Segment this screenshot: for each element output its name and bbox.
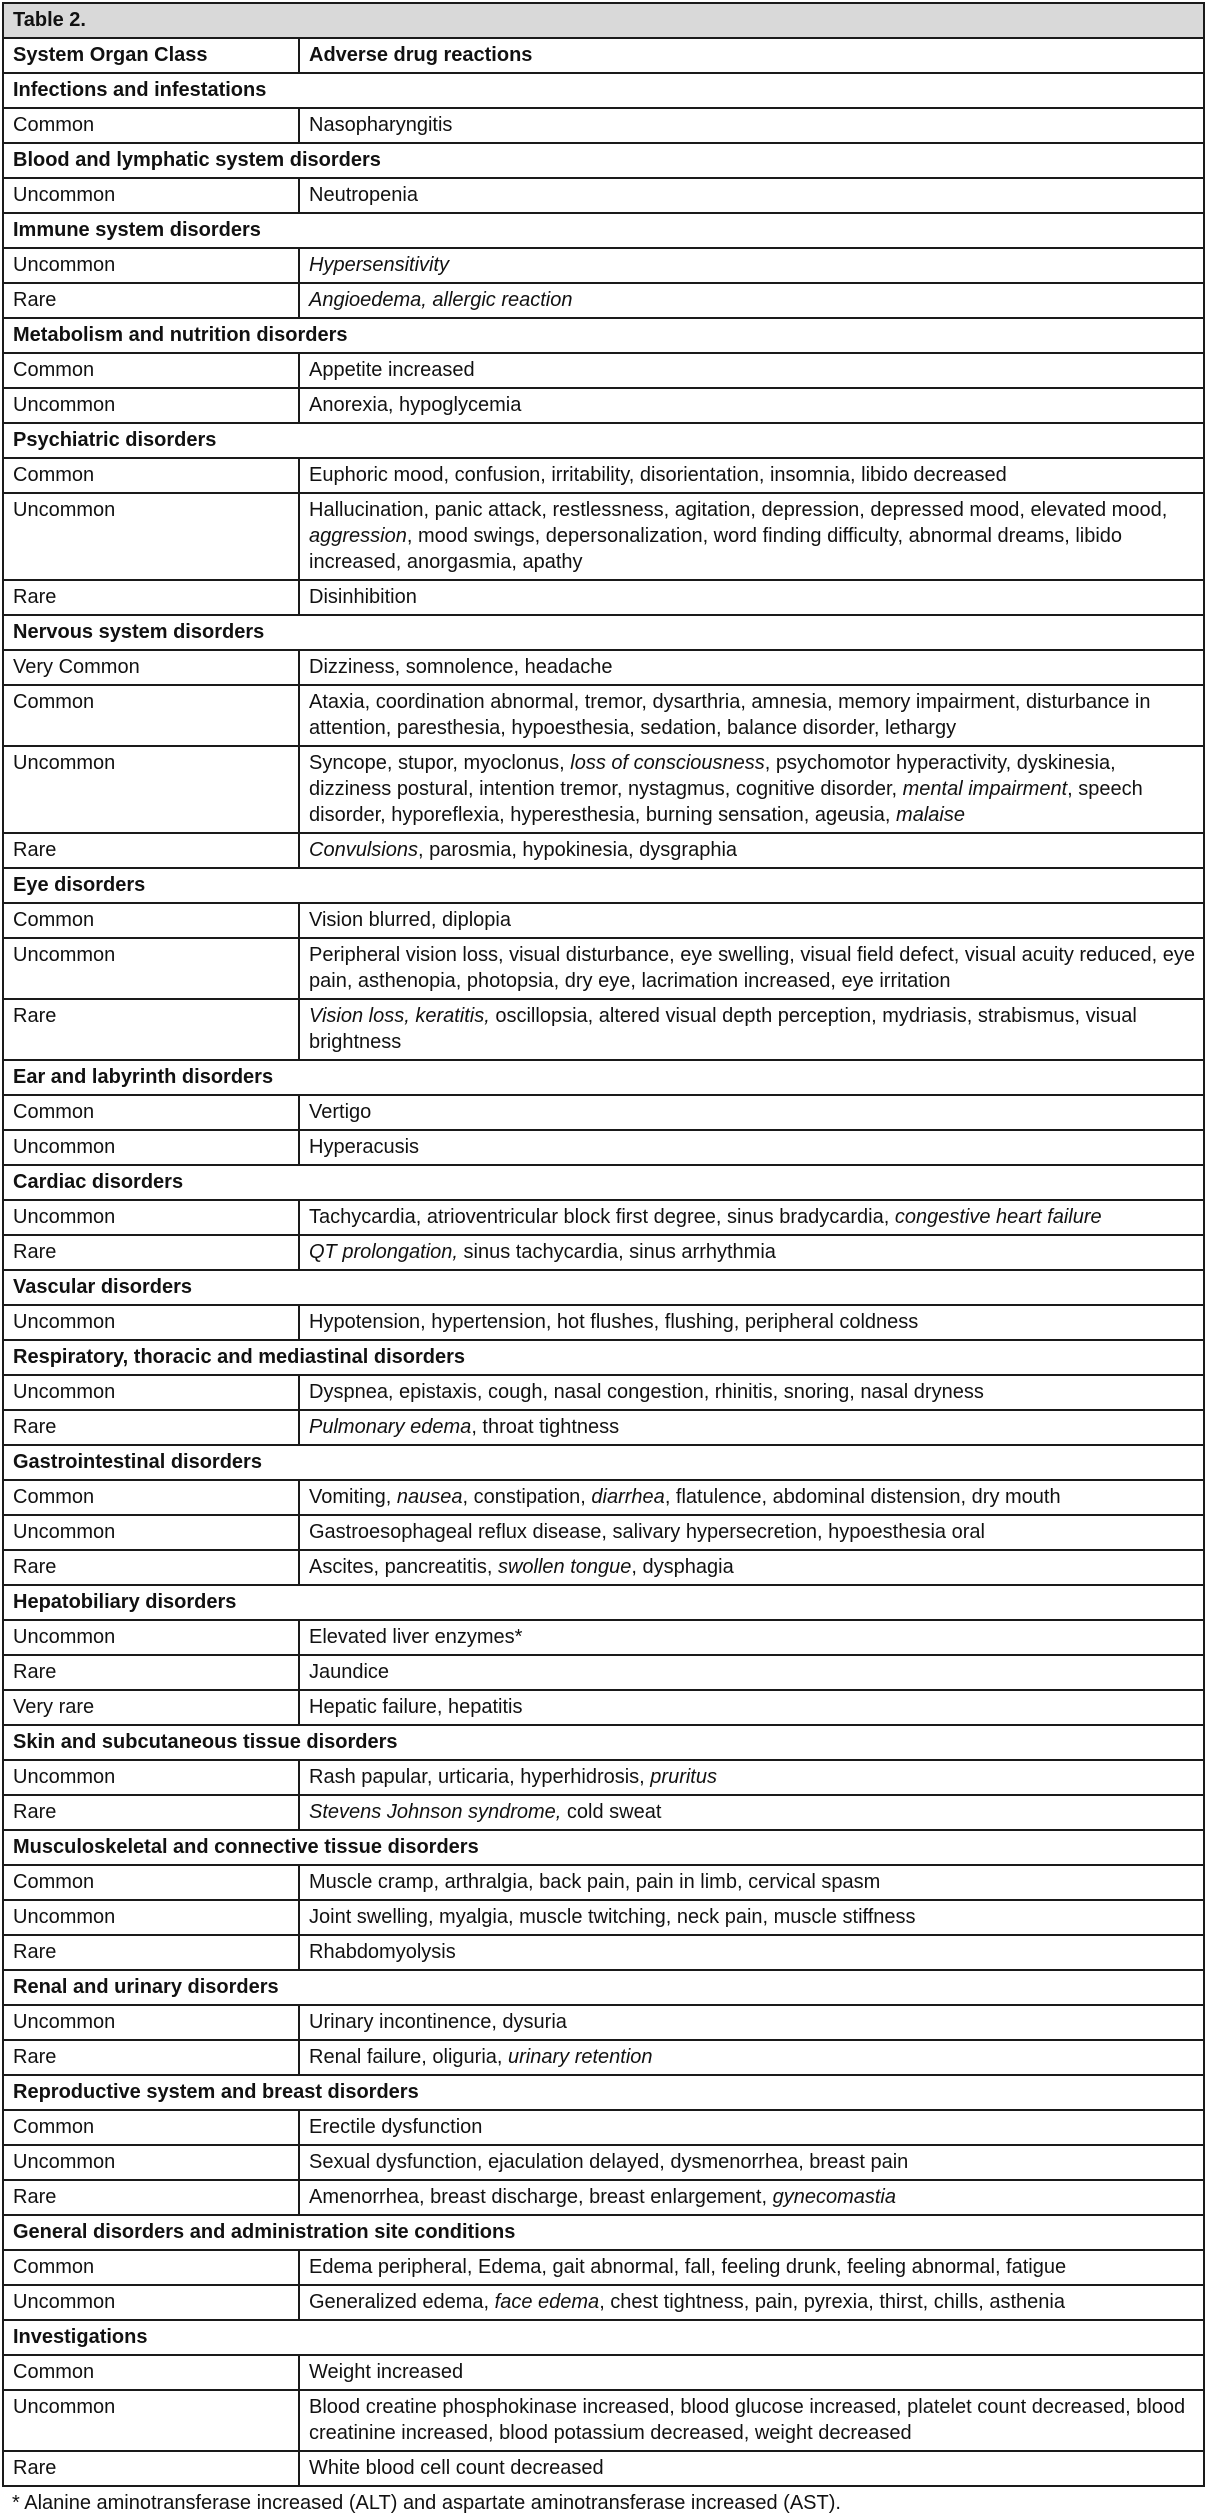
frequency-cell: Uncommon — [3, 248, 299, 283]
frequency-cell: Uncommon — [3, 2390, 299, 2451]
section-header-row — [3, 318, 1204, 353]
section-header-row — [3, 1340, 1204, 1375]
reactions-cell — [299, 1900, 1204, 1935]
table-row — [3, 1620, 1204, 1655]
table-row — [3, 248, 1204, 283]
section-header-row — [3, 1830, 1204, 1865]
reaction-text: Nasopharyngitis — [309, 114, 453, 136]
section-header-row — [3, 1165, 1204, 1200]
reaction-text: loss of consciousness — [570, 752, 765, 774]
section-title: Nervous system disorders — [3, 615, 1204, 650]
reaction-text: mental impairment — [902, 778, 1068, 800]
reactions-cell — [299, 999, 1204, 1060]
reaction-text: Vertigo — [309, 1101, 372, 1123]
section-title: Vascular disorders — [3, 1270, 1204, 1305]
table-row — [3, 685, 1204, 746]
section-title: Cardiac disorders — [3, 1165, 1204, 1200]
table-row — [3, 999, 1204, 1060]
reactions-cell — [299, 2005, 1204, 2040]
reactions-cell — [299, 1620, 1204, 1655]
frequency-cell: Rare — [3, 1550, 299, 1585]
table-row — [3, 1550, 1204, 1585]
section-header-row — [3, 2320, 1204, 2355]
frequency-cell: Uncommon — [3, 2285, 299, 2320]
table-row — [3, 2040, 1204, 2075]
reactions-cell — [299, 833, 1204, 868]
reaction-text: gynecomastia — [772, 2186, 896, 2208]
reaction-text: Euphoric mood, confusion, irritability, disorientation, insomnia, libido decreased — [309, 464, 1007, 486]
reaction-text: Hyperacusis — [309, 1136, 420, 1158]
section-header-row — [3, 1970, 1204, 2005]
section-header-row — [3, 1445, 1204, 1480]
table-row — [3, 903, 1204, 938]
reactions-cell — [299, 178, 1204, 213]
frequency-cell: Uncommon — [3, 1375, 299, 1410]
table-row — [3, 2355, 1204, 2390]
frequency-cell: Uncommon — [3, 1900, 299, 1935]
reactions-cell — [299, 1235, 1204, 1270]
section-title: Metabolism and nutrition disorders — [3, 318, 1204, 353]
table-row — [3, 2005, 1204, 2040]
frequency-cell: Very Common — [3, 650, 299, 685]
table-row — [3, 833, 1204, 868]
table-row — [3, 2390, 1204, 2451]
reaction-text: face edema — [494, 2291, 600, 2313]
reaction-text: Ascites, pancreatitis, — [309, 1556, 498, 1578]
frequency-cell: Rare — [3, 1795, 299, 1830]
reactions-cell — [299, 1760, 1204, 1795]
reaction-text: oscillopsia, altered visual depth perception, mydriasis, strabismus, visual brightness — [309, 1005, 1137, 1053]
reaction-text: Tachycardia, atrioventricular block first degree, sinus bradycardia, — [309, 1206, 895, 1228]
reaction-text: Sexual dysfunction, ejaculation delayed, dysmenorrhea, breast pain — [309, 2151, 909, 2173]
table-row — [3, 1865, 1204, 1900]
table-row — [3, 580, 1204, 615]
reactions-cell — [299, 493, 1204, 580]
table-row — [3, 650, 1204, 685]
table-row — [3, 388, 1204, 423]
reaction-text: malaise — [896, 804, 965, 826]
reaction-text: Convulsions — [309, 839, 418, 861]
table-row — [3, 1130, 1204, 1165]
reaction-text: cold sweat — [561, 1801, 662, 1823]
frequency-cell: Uncommon — [3, 938, 299, 999]
frequency-cell: Rare — [3, 1235, 299, 1270]
frequency-cell: Rare — [3, 1935, 299, 1970]
reaction-text: , flatulence, abdominal distension, dry mouth — [664, 1486, 1061, 1508]
reaction-text: Pulmonary edema — [309, 1416, 472, 1438]
reaction-text: urinary retention — [508, 2046, 653, 2068]
table-row — [3, 2250, 1204, 2285]
section-header-row — [3, 615, 1204, 650]
reaction-text: Dyspnea, epistaxis, cough, nasal congestion, rhinitis, snoring, nasal dryness — [309, 1381, 984, 1403]
reaction-text: Generalized edema, — [309, 2291, 495, 2313]
frequency-cell: Common — [3, 903, 299, 938]
section-title: Ear and labyrinth disorders — [3, 1060, 1204, 1095]
reactions-cell — [299, 1200, 1204, 1235]
reaction-text: Ataxia, coordination abnormal, tremor, dysarthria, amnesia, memory impairment, disturbance in attention, paresthesia, hypoesthesia, sedation, balance disorder, lethargy — [309, 691, 1151, 739]
reaction-text: Hypotension, hypertension, hot flushes, flushing, peripheral coldness — [309, 1311, 919, 1333]
reactions-cell — [299, 938, 1204, 999]
table-row — [3, 1935, 1204, 1970]
reactions-cell — [299, 1480, 1204, 1515]
reaction-text: , psychomotor hyperactivity, dyskinesia, dizziness postural, intention tremor, nystagmus, cognitive disorder, — [309, 752, 1116, 800]
frequency-cell: Rare — [3, 2180, 299, 2215]
reaction-text: Weight increased — [309, 2361, 464, 2383]
frequency-cell: Uncommon — [3, 2005, 299, 2040]
table-row — [3, 1760, 1204, 1795]
section-title: Gastrointestinal disorders — [3, 1445, 1204, 1480]
reaction-text: Hallucination, panic attack, restlessness, agitation, depression, depressed mood, elevated mood, — [309, 499, 1168, 521]
reactions-cell — [299, 353, 1204, 388]
reactions-cell — [299, 2110, 1204, 2145]
frequency-cell: Uncommon — [3, 1515, 299, 1550]
table-row — [3, 1795, 1204, 1830]
reactions-cell — [299, 2285, 1204, 2320]
section-header-row — [3, 143, 1204, 178]
section-title: Immune system disorders — [3, 213, 1204, 248]
table-caption: Table 2. — [3, 3, 1204, 38]
reactions-cell — [299, 108, 1204, 143]
reactions-cell — [299, 248, 1204, 283]
reaction-text: Syncope, stupor, myoclonus, — [309, 752, 571, 774]
reactions-cell — [299, 1095, 1204, 1130]
frequency-cell: Uncommon — [3, 1620, 299, 1655]
frequency-cell: Uncommon — [3, 388, 299, 423]
reaction-text: Urinary incontinence, dysuria — [309, 2011, 567, 2033]
reaction-text: Blood creatine phosphokinase increased, blood glucose increased, platelet count decreased, blood creatinine increased, blood potassium decreased, weight decreased — [309, 2396, 1186, 2444]
section-title: Infections and infestations — [3, 73, 1204, 108]
section-title: Investigations — [3, 2320, 1204, 2355]
frequency-cell: Common — [3, 685, 299, 746]
section-title: Blood and lymphatic system disorders — [3, 143, 1204, 178]
table-row — [3, 2451, 1204, 2486]
reactions-cell — [299, 746, 1204, 833]
reaction-text: QT prolongation, — [309, 1241, 458, 1263]
table-row — [3, 1655, 1204, 1690]
table-row — [3, 1900, 1204, 1935]
reaction-text: Angioedema, allergic reaction — [309, 289, 573, 311]
reaction-text: , dysphagia — [631, 1556, 734, 1578]
frequency-cell: Common — [3, 108, 299, 143]
reactions-cell — [299, 580, 1204, 615]
reaction-text: Neutropenia — [309, 184, 418, 206]
reaction-text: , mood swings, depersonalization, word finding difficulty, abnormal dreams, libido increased, anorgasmia, apathy — [309, 525, 1123, 573]
reaction-text: Rash papular, urticaria, hyperhidrosis, — [309, 1766, 651, 1788]
section-header-row — [3, 1060, 1204, 1095]
reaction-text: Peripheral vision loss, visual disturbance, eye swelling, visual field defect, visual acuity reduced, eye pain, asthenopia, photopsia, dry eye, lacrimation increased, eye irritation — [309, 944, 1196, 992]
reaction-text: Vision loss, keratitis, — [309, 1005, 490, 1027]
adverse-reactions-table — [2, 2, 1205, 2487]
frequency-cell: Common — [3, 458, 299, 493]
frequency-cell: Uncommon — [3, 1200, 299, 1235]
table-row — [3, 2110, 1204, 2145]
reactions-cell — [299, 1935, 1204, 1970]
frequency-cell: Very rare — [3, 1690, 299, 1725]
section-title: Musculoskeletal and connective tissue disorders — [3, 1830, 1204, 1865]
section-header-row — [3, 1585, 1204, 1620]
table-row — [3, 2180, 1204, 2215]
reaction-text: aggression — [309, 525, 407, 547]
table-row — [3, 1200, 1204, 1235]
table-body — [3, 3, 1204, 2486]
table-header-row — [3, 38, 1204, 73]
section-title: Hepatobiliary disorders — [3, 1585, 1204, 1620]
table-row — [3, 1235, 1204, 1270]
table-row — [3, 1305, 1204, 1340]
section-title: Eye disorders — [3, 868, 1204, 903]
table-row — [3, 353, 1204, 388]
reaction-text: Dizziness, somnolence, headache — [309, 656, 613, 678]
frequency-cell: Rare — [3, 2040, 299, 2075]
frequency-cell: Uncommon — [3, 746, 299, 833]
section-header-row — [3, 73, 1204, 108]
table-row — [3, 1515, 1204, 1550]
reaction-text: Appetite increased — [309, 359, 475, 381]
frequency-cell: Rare — [3, 580, 299, 615]
reactions-cell — [299, 2250, 1204, 2285]
reaction-text: diarrhea — [591, 1486, 665, 1508]
frequency-cell: Common — [3, 2250, 299, 2285]
reactions-cell — [299, 2390, 1204, 2451]
reactions-cell — [299, 1130, 1204, 1165]
reaction-text: Stevens Johnson syndrome, — [309, 1801, 562, 1823]
frequency-cell: Rare — [3, 1410, 299, 1445]
section-header-row — [3, 868, 1204, 903]
table-row — [3, 1375, 1204, 1410]
reactions-cell — [299, 388, 1204, 423]
reaction-text: Muscle cramp, arthralgia, back pain, pain in limb, cervical spasm — [309, 1871, 881, 1893]
section-title: General disorders and administration site conditions — [3, 2215, 1204, 2250]
reactions-cell — [299, 650, 1204, 685]
reactions-cell — [299, 1865, 1204, 1900]
reaction-text: Hypersensitivity — [309, 254, 450, 276]
frequency-cell: Uncommon — [3, 1130, 299, 1165]
section-title: Psychiatric disorders — [3, 423, 1204, 458]
frequency-cell: Common — [3, 1095, 299, 1130]
frequency-cell: Uncommon — [3, 493, 299, 580]
table-row — [3, 2285, 1204, 2320]
reactions-cell — [299, 2040, 1204, 2075]
reaction-text: Hepatic failure, hepatitis — [309, 1696, 523, 1718]
section-header-row — [3, 423, 1204, 458]
table-row — [3, 1095, 1204, 1130]
table-row — [3, 938, 1204, 999]
table-row — [3, 283, 1204, 318]
frequency-cell: Uncommon — [3, 178, 299, 213]
reaction-text: Anorexia, hypoglycemia — [309, 394, 522, 416]
header-system-organ-class: System Organ Class — [3, 38, 299, 73]
reaction-text: , chest tightness, pain, pyrexia, thirst, chills, asthenia — [599, 2291, 1065, 2313]
reaction-text: , speech disorder, hyporeflexia, hyperesthesia, burning sensation, ageusia, — [309, 778, 1143, 826]
section-title: Skin and subcutaneous tissue disorders — [3, 1725, 1204, 1760]
reactions-cell — [299, 1690, 1204, 1725]
reactions-cell — [299, 2355, 1204, 2390]
reaction-text: Erectile dysfunction — [309, 2116, 483, 2138]
reactions-cell — [299, 283, 1204, 318]
table-row — [3, 458, 1204, 493]
frequency-cell: Common — [3, 2355, 299, 2390]
reaction-text: Vomiting, — [309, 1486, 397, 1508]
reactions-cell — [299, 685, 1204, 746]
reaction-text: Renal failure, oliguria, — [309, 2046, 508, 2068]
table-row — [3, 178, 1204, 213]
reaction-text: White blood cell count decreased — [309, 2457, 604, 2479]
frequency-cell: Rare — [3, 1655, 299, 1690]
table-footnote: * Alanine aminotransferase increased (ALT) and aspartate aminotransferase increased (AST). — [12, 2492, 841, 2514]
reaction-text: Edema peripheral, Edema, gait abnormal, fall, feeling drunk, feeling abnormal, fatigue — [309, 2256, 1067, 2278]
frequency-cell: Rare — [3, 833, 299, 868]
table-row — [3, 493, 1204, 580]
reactions-cell — [299, 1375, 1204, 1410]
section-title: Respiratory, thoracic and mediastinal disorders — [3, 1340, 1204, 1375]
frequency-cell: Uncommon — [3, 1305, 299, 1340]
reactions-cell — [299, 1410, 1204, 1445]
section-title: Renal and urinary disorders — [3, 1970, 1204, 2005]
reaction-text: Rhabdomyolysis — [309, 1941, 456, 1963]
frequency-cell: Uncommon — [3, 1760, 299, 1795]
section-header-row — [3, 1270, 1204, 1305]
reactions-cell — [299, 1795, 1204, 1830]
reaction-text: congestive heart failure — [894, 1206, 1102, 1228]
table-row — [3, 1480, 1204, 1515]
table-row — [3, 746, 1204, 833]
frequency-cell: Common — [3, 1480, 299, 1515]
reaction-text: swollen tongue — [497, 1556, 632, 1578]
reaction-text: , parosmia, hypokinesia, dysgraphia — [417, 839, 738, 861]
section-header-row — [3, 2215, 1204, 2250]
frequency-cell: Common — [3, 2110, 299, 2145]
reactions-cell — [299, 458, 1204, 493]
frequency-cell: Common — [3, 1865, 299, 1900]
reaction-text: Amenorrhea, breast discharge, breast enlargement, — [309, 2186, 773, 2208]
reaction-text: sinus tachycardia, sinus arrhythmia — [457, 1241, 776, 1263]
table-row — [3, 108, 1204, 143]
reaction-text: Vision blurred, diplopia — [309, 909, 511, 931]
reactions-cell — [299, 1550, 1204, 1585]
reactions-cell — [299, 903, 1204, 938]
frequency-cell: Rare — [3, 999, 299, 1060]
reactions-cell — [299, 1305, 1204, 1340]
reaction-text: pruritus — [650, 1766, 717, 1788]
reactions-cell — [299, 2180, 1204, 2215]
section-header-row — [3, 2075, 1204, 2110]
reaction-text: , constipation, — [462, 1486, 592, 1508]
section-title: Reproductive system and breast disorders — [3, 2075, 1204, 2110]
reaction-text: Elevated liver enzymes* — [309, 1626, 523, 1648]
table-row — [3, 2145, 1204, 2180]
table-row — [3, 1410, 1204, 1445]
reaction-text: Disinhibition — [309, 586, 417, 608]
frequency-cell: Uncommon — [3, 2145, 299, 2180]
reactions-cell — [299, 1515, 1204, 1550]
frequency-cell: Rare — [3, 2451, 299, 2486]
table-caption-row — [3, 3, 1204, 38]
reaction-text: Joint swelling, myalgia, muscle twitching, neck pain, muscle stiffness — [309, 1906, 916, 1928]
section-header-row — [3, 213, 1204, 248]
section-header-row — [3, 1725, 1204, 1760]
reaction-text: , throat tightness — [471, 1416, 620, 1438]
frequency-cell: Rare — [3, 283, 299, 318]
reactions-cell — [299, 1655, 1204, 1690]
reaction-text: Gastroesophageal reflux disease, salivary hypersecretion, hypoesthesia oral — [309, 1521, 985, 1543]
reaction-text: nausea — [396, 1486, 463, 1508]
table-row — [3, 1690, 1204, 1725]
reactions-cell — [299, 2145, 1204, 2180]
frequency-cell: Common — [3, 353, 299, 388]
reaction-text: Jaundice — [309, 1661, 390, 1683]
reactions-cell — [299, 2451, 1204, 2486]
adverse-reactions-table-container — [2, 2, 1203, 2516]
header-adverse-drug-reactions: Adverse drug reactions — [299, 38, 1204, 73]
